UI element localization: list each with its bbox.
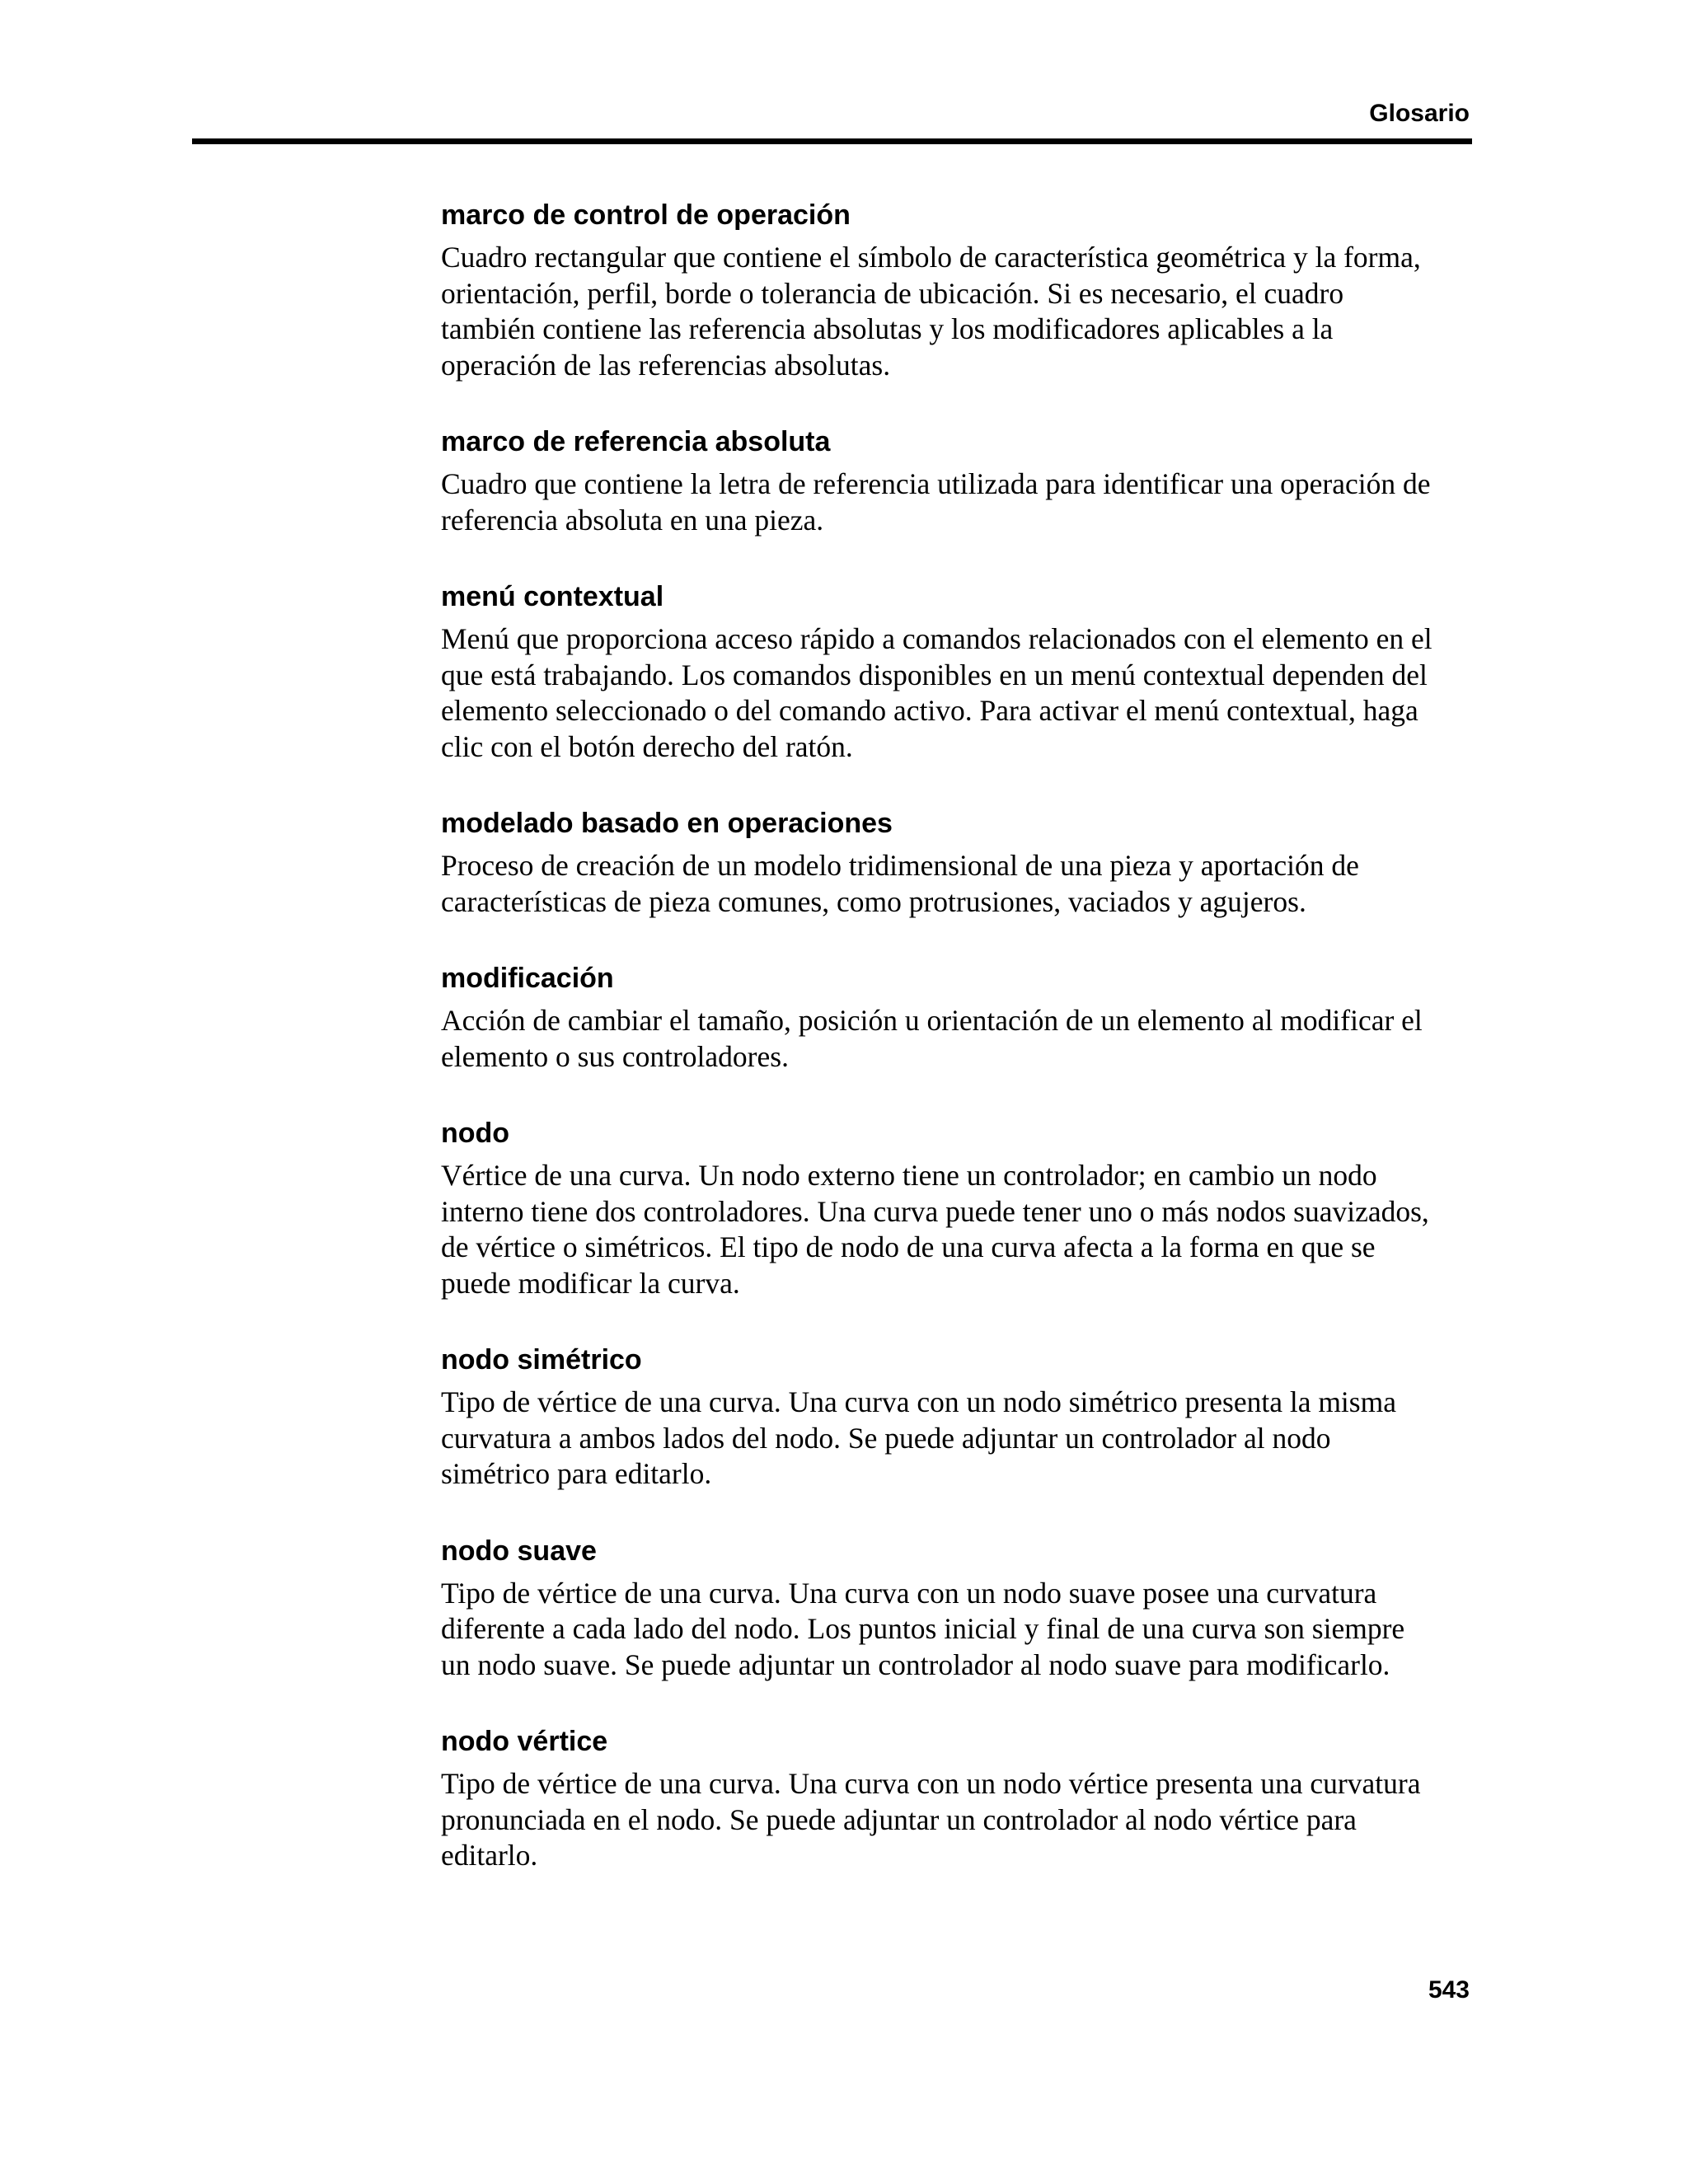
section-title: Glosario [1369,100,1470,127]
glossary-list [441,194,1479,1912]
glossary-definition: Cuadro que contiene la letra de referencia utilizada para identificar una operación de referencia absoluta en una pieza. [441,467,1431,537]
glossary-term: nodo suave [441,1535,597,1567]
glossary-definition: Acción de cambiar el tamaño, posición u orientación de un elemento al modificar el elemento o sus controladores. [441,1004,1423,1073]
glossary-entry [441,1721,1479,1874]
glossary-definition: Vértice de una curva. Un nodo externo tiene un controlador; en cambio un nodo interno tiene dos controladores. Una curva puede tener uno o más nodos suavizados, de vértice o simétricos. El tipo de nodo de una curva afecta a la forma en que se puede modificar la curva. [441,1159,1429,1300]
glossary-term: nodo vértice [441,1726,608,1757]
glossary-term: nodo simétrico [441,1344,642,1376]
header-rule [192,138,1472,144]
glossary-term: marco de referencia absoluta [441,426,831,457]
glossary-term: marco de control de operación [441,199,851,231]
glossary-entry [441,803,1479,920]
glossary-entry [441,1113,1479,1301]
glossary-definition: Proceso de creación de un modelo tridimensional de una pieza y aportación de características de pieza comunes, como protrusiones, vaciados y agujeros. [441,849,1359,918]
page-number: 543 [1428,1976,1470,2004]
glossary-entry [441,194,1479,383]
glossary-term: nodo [441,1118,510,1149]
glossary-definition: Tipo de vértice de una curva. Una curva con un nodo vértice presenta una curvatura pronunciada en el nodo. Se puede adjuntar un controlador al nodo vértice para editarlo. [441,1767,1421,1872]
glossary-definition: Cuadro rectangular que contiene el símbolo de característica geométrica y la forma, orientación, perfil, borde o tolerancia de ubicación. Si es necesario, el cuadro también contiene las referencia absolutas y los modificadores aplicables a la operación de las referencias absolutas. [441,241,1421,382]
glossary-definition: Tipo de vértice de una curva. Una curva con un nodo suave posee una curvatura diferente a cada lado del nodo. Los puntos inicial y final de una curva son siempre un nodo suave. Se puede adjuntar un controlador al nodo suave para modificarlo. [441,1576,1405,1681]
glossary-entry [441,421,1479,538]
glossary-term: modificación [441,963,614,994]
glossary-entry [441,1530,1479,1684]
glossary-definition: Menú que proporciona acceso rápido a comandos relacionados con el elemento en el que está trabajando. Los comandos disponibles en un menú contextual dependen del elemento seleccionado o del comando activo. Para activar el menú contextual, haga clic con el botón derecho del ratón. [441,622,1432,763]
glossary-entry [441,576,1479,765]
glossary-entry [441,958,1479,1075]
glossary-term: modelado basado en operaciones [441,808,893,839]
glossary-term: menú contextual [441,581,664,612]
glossary-definition: Tipo de vértice de una curva. Una curva con un nodo simétrico presenta la misma curvatura a ambos lados del nodo. Se puede adjuntar un controlador al nodo simétrico para editarlo. [441,1385,1396,1490]
glossary-entry [441,1339,1479,1493]
